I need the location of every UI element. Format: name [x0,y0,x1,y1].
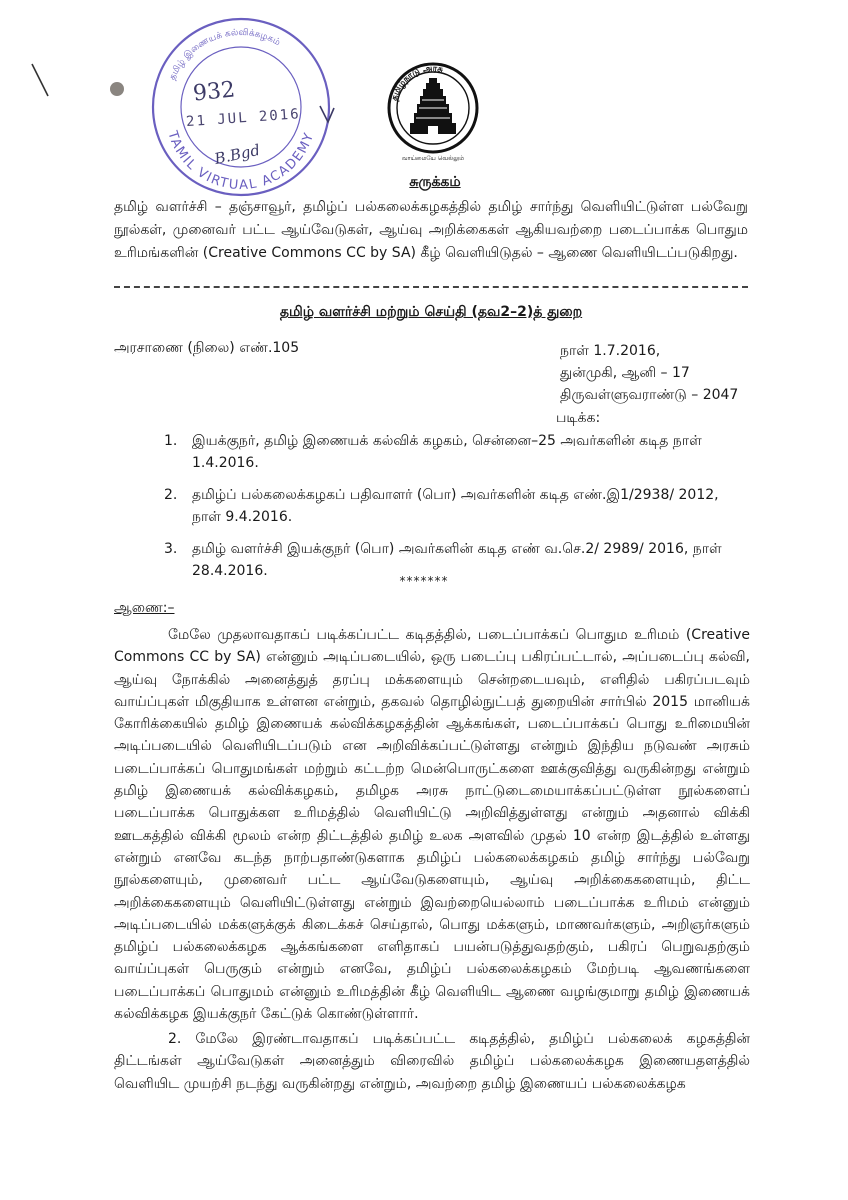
reference-text: தமிழ்ப் பல்கலைக்கழகப் பதிவாளர் (பொ) அவர்களின் கடித எண்.இ1/2938/ 2012, நாள் 9.4.2016. [192,487,719,525]
reference-number: 1. [164,433,178,449]
reference-number: 2. [164,487,178,503]
read-label: படிக்க: [556,410,601,426]
date-line: துன்முகி, ஆனி – 17 [560,365,690,381]
date-line: நாள் 1.7.2016, [560,343,661,359]
pen-stroke-mark [30,62,52,98]
date-line: திருவள்ளுவராண்டு – 2047 [560,387,739,403]
reference-text: இயக்குநர், தமிழ் இணையக் கல்விக் கழகம், சென்னை–25 அவர்களின் கடித நாள் 1.4.2016. [192,433,702,471]
section-divider [114,286,748,288]
emblem-motto: வாய்மையே வெல்லும் [401,155,465,162]
stamp-serial-number: 932 [191,77,237,107]
gopuram-icon [410,78,456,134]
reference-item [164,484,750,528]
stamp-arrow-mark [318,104,336,124]
date-block [560,340,738,406]
tamil-nadu-emblem [384,60,482,164]
reference-number: 3. [164,541,178,557]
separator-stars: ******* [399,574,449,588]
summary-heading: சுருக்கம் [409,174,461,190]
emblem-top-text: தமிழ்நாடு அரசு [389,63,444,102]
reference-item [164,430,750,474]
reference-list [164,430,750,592]
stamp-ring-english: TAMIL VIRTUAL ACADEMY [164,129,318,194]
reference-text: தமிழ் வளர்ச்சி இயக்குநர் (பொ) அவர்களின் கடித எண் வ.செ.2/ 2989/ 2016, நாள் 28.4.2016. [192,541,722,579]
stamp-ring-tamil: தமிழ் இணையக் கல்விக்கழகம் [167,27,282,82]
summary-text: தமிழ் வளர்ச்சி – தஞ்சாவூர், தமிழ்ப் பல்கலைக்கழகத்தில் தமிழ் சார்ந்து வெளியிட்டுள்ள பல்வேறு நூல்கள், முனைவர் பட்ட ஆய்வேடுகள், ஆய்வு அறிக்கைகள் ஆகியவற்றை படைப்பாக்க பொதும உரிமங்களின் (Creative Commons CC by SA) கீழ் வெளியிடுதல் – ஆணை வெளியிடப்படுகிறது. [114,199,748,261]
order-label: ஆணை:– [114,600,175,616]
department-title: தமிழ் வளர்ச்சி மற்றும் செய்தி (தவ2–2)த் துறை [279,304,583,320]
order-number: அரசாணை (நிலை) எண்.105 [114,340,300,356]
stamp-date: 21 JUL 2016 [185,106,302,131]
ink-dot-mark [110,82,124,96]
order-paragraph-1: மேலே முதலாவதாகப் படிக்கப்பட்ட கடிதத்தில், படைப்பாக்கப் பொதும உரிமம் (Creative Commons CC by SA) என்னும் அடிப்படையில், ஒரு படைப்பு பகிரப்பட்டால், அப்படைப்பு கல்வி, ஆய்வு நோக்கில் அனைத்துத் தரப்பு மக்களையும் சென்றடையவும், எளிதில் பகிரப்படவும் வாய்ப்புகள் மிகுதியாக உள்ளன என்றும், தகவல் தொழில்நுட்பத் துறையின் சார்பில் 2015 மானியக் கோரிக்கையில் தமிழ் இணையக் கல்விக்கழகத்தின் ஆக்கங்கள், படைப்பாக்கப் பொது உரிமையின் அடிப்படையில் வெளியிடப்படும் என அறிவிக்கப்பட்டுள்ளது என்றும் இந்திய நடுவண் அரசும் படைப்பாக்கப் பொதுமங்கள் மற்றும் கட்டற்ற மென்பொருட்களை ஊக்குவித்து வருகின்றது என்றும் தமிழ் இணையக் கல்விக்கழகம், தமிழக அரசு நாட்டுடைமையாக்கப்பட்டுள்ள நூல்களைப் படைப்பாக்க பொதுக்கள உரிமத்தில் வெளியிட்டு அறிவித்துள்ளது என்றும் அதனால் விக்கி ஊடகத்தில் விக்கி மூலம் என்ற திட்டத்தில் தமிழ் உலக அளவில் முதல் 10 என்ற இடத்தில் உள்ளது என்றும் எனவே கடந்த நாற்பதாண்டுகளாக தமிழ்ப் பல்கலைக்கழகம் தமிழ் சார்ந்து பல்வேறு நூல்களையும், முனைவர் பட்ட ஆய்வேடுகளையும், ஆய்வு அறிக்கைகளையும், திட்ட அறிக்கைகளையும் வெளியிட்டுள்ளது என்றும் இவற்றையெல்லாம் படைப்பாக்க உரிமம் என்னும் அடிப்படையில் மக்களுக்குக் கிடைக்கச் செய்தால், பொது மக்களும், மாணவர்களும், அறிஞர்களும் தமிழ்ப் பல்கலைக்கழக ஆக்கங்களை எளிதாகப் பயன்படுத்துவதற்கும், பகிரப் பெறுவதற்கும் வாய்ப்புகள் பெருகும் என்றும் எனவே, தமிழ்ப் பல்கலைக்கழகம் மேற்படி ஆவணங்களை படைப்பாக்கப் பொதுமம் என்னும் உரிமத்தின் கீழ் வெளியிட ஆணை வழங்குமாறு தமிழ் இணையக் கல்விக்கழக இயக்குநர் கேட்டுக் கொண்டுள்ளார். [114,627,751,1023]
stamp-signature: B.Bgd [212,140,262,169]
received-stamp [148,14,334,200]
order-paragraph-2: 2. மேலே இரண்டாவதாகப் படிக்கப்பட்ட கடிதத்தில், தமிழ்ப் பல்கலைக் கழகத்தின் திட்டங்கள் ஆய்வேடுகள் அனைத்தும் விரைவில் தமிழ்ப் பல்கலைக்கழக இணையதளத்தில் வெளியிட முயற்சி நடந்து வருகின்றது என்றும், அவற்றை தமிழ் இணையப் பல்கலைக்கழக [114,1031,750,1092]
